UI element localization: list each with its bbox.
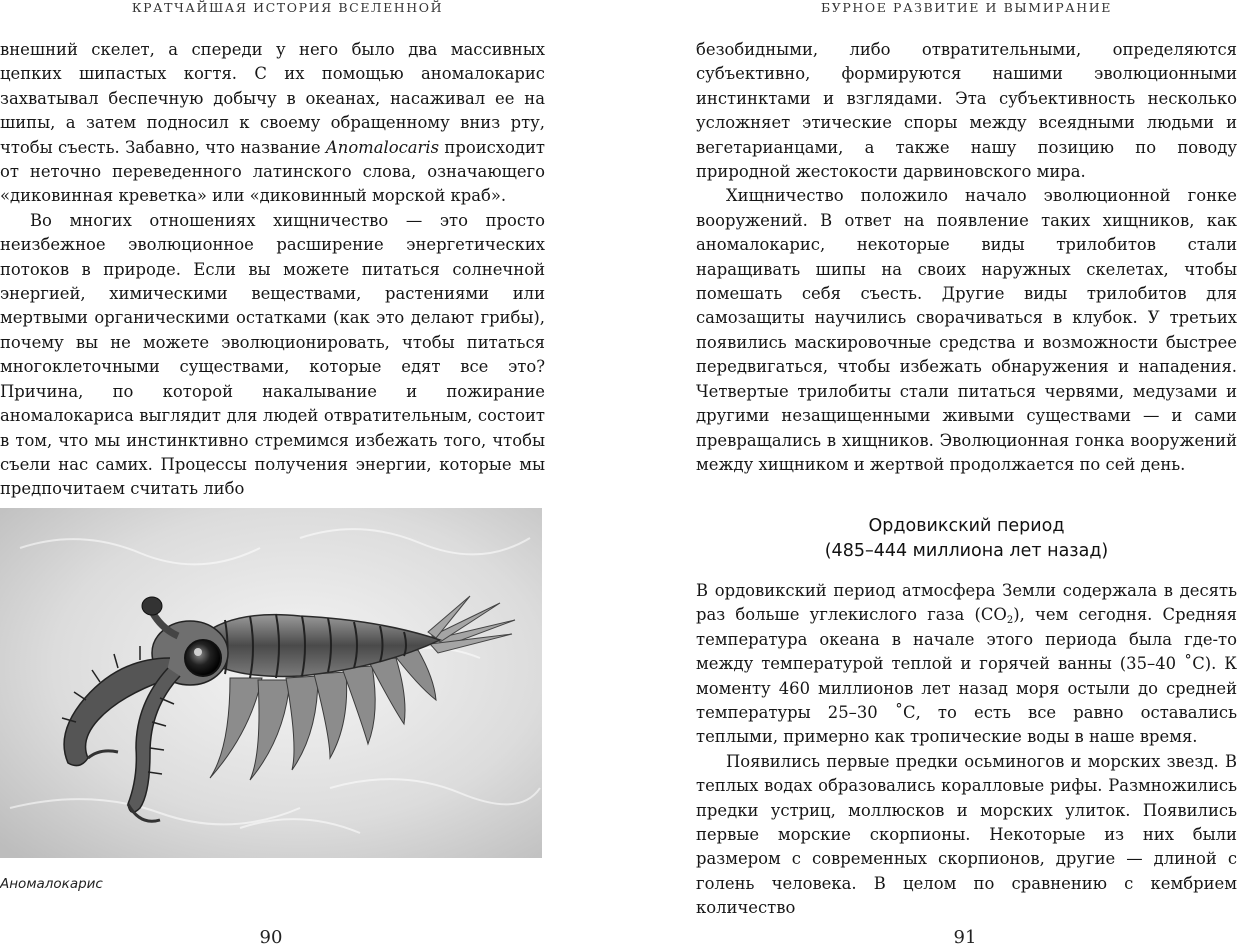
right-page [696,0,1237,948]
subscript: 2 [1006,615,1014,627]
text-run: В ордовикский период атмосфера Земли содержала в десять раз больше углекислого газа (CO [696,581,1237,625]
running-head-left: КРАТЧАЙШАЯ ИСТОРИЯ ВСЕЛЕННОЙ [131,0,444,15]
italic-term: Anomalocaris [325,137,440,157]
section-heading-title: Ордовикский период [868,516,1065,536]
paragraph-anomalocaris-description [0,38,545,209]
paragraph-subjectivity: безобидными, либо отвратительными, определяются субъективно, формируются нашими эволюционными инстинктами и взглядами. Эта субъективность несколько усложняет этические споры между всеядными людьми и вегетарианцами, а также нашу позицию по поводу природной жестокости дарвиновского мира. [696,40,1237,182]
paragraph-arms-race: Хищничество положило начало эволюционной гонке вооружений. В ответ на появление таких хищников, как аномалокарис, некоторые виды трилобитов стали наращивать шипы на своих наружных скелетах, чтобы помешать себя съесть. Другие виды трилобитов для самозащиты научились сворачиваться в клубок. У третьих появились маскировочные средства и возможности быстрее передвигаться, чтобы избежать обнаружения и нападения. Четвертые трилобиты стали питаться червями, медузами и другими незащищенными живыми существами — и сами превращались в хищников. Эволюционная гонка вооружений между хищником и жертвой продолжается по сей день. [696,186,1237,474]
page-number-right: 91 [953,927,977,948]
paragraph-predation: Во многих отношениях хищничество — это просто неизбежное эволюционное расширение энергетических потоков в природе. Если вы можете питаться солнечной энергией, химическими веществами, растениями или мертвыми органическими остатками (как это делают грибы), почему вы не можете эволюционировать, чтобы питаться многоклеточными существами, которые едят все это? Причина, по которой накалывание и пожирание аномалокариса выглядит для людей отвратительным, состоит в том, что мы инстинктивно стремимся избежать того, чтобы съели нас самих. Процессы получения энергии, которые мы предпочитаем считать либо [0,210,545,499]
figure-caption: Аномалокарис [0,876,103,892]
section-heading-ordovician [696,514,1237,564]
section-heading-dates: (485–444 миллиона лет назад) [824,541,1109,561]
right-body-text-top [696,38,1237,477]
left-body-text [0,38,545,502]
text-run: внешний скелет, а спереди у него было два массивных цепких шипастых когтя. С их помощью аномалокарис захватывал беспечную добычу в океанах, насаживал ее на шипы, а затем подносил к своему обращенному вниз рту, чтобы съесть. Забавно, что название [0,40,545,157]
paragraph-ordovician-climate [696,579,1237,750]
left-page [0,0,545,948]
running-head-right: БУРНОЕ РАЗВИТИЕ И ВЫМИРАНИЕ [820,0,1113,15]
paragraph-ordovician-life: Появились первые предки осьминогов и морских звезд. В теплых водах образовались коралловые рифы. Размножились предки устриц, моллюсков и морских улиток. Появились первые морские скорпионы. Некоторые из них были размером с современных скорпионов, другие — длиной с голень человека. В целом по сравнению с кембрием количество [696,751,1237,918]
text-run: ), чем сегодня. Средняя температура океана в начале этого периода была где-то между температурой теплой и горячей ванны (35–40 ˚С). К моменту 460 миллионов лет назад моря остыли до средней температуры 25–30 ˚С, то есть все равно оставались теплыми, примерно как тропические воды в наше время. [696,605,1237,747]
anomalocaris-illustration [0,508,542,858]
right-body-text-bottom [696,579,1237,921]
text-run: происходит от неточно переведенного латинского слова, означающего «диковинная креветка» или «диковинный морской краб». [0,137,545,206]
page-number-left: 90 [259,927,283,948]
